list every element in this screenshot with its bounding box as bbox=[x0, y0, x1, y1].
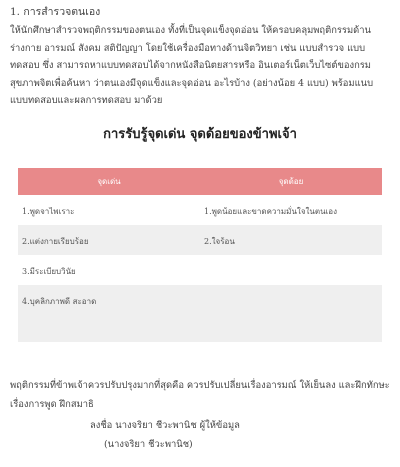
intro-paragraph: ให้นักศึกษาสำรวจพฤติกรรมของตนเอง ทั้งที่เป็นจุดแข็งจุดอ่อน ให้ครอบคลุมพฤติกรรมด้านร่างกาย อารมณ์ สังคม สติปัญญา โดยใช้เครื่องมือทางด้านจิตวิทยา เช่น แบบสำรวจ แบบทดสอบ ซึ่ง สามารถหาแบบทดสอบได้จากหนังสือนิตยสารหรือ อินเตอร์เน็ตเว็บไซต์ของกรมสุขภาพจิตเพื่อค้นหา ว่าตนเองมีจุดแข็งและจุดอ่อน อะไรบ้าง (อย่างน้อย 4 แบบ) พร้อมแนบแบบทดสอบและผลการทดสอบ มาด้วย bbox=[10, 25, 374, 106]
strengths-weaknesses-table bbox=[18, 168, 382, 351]
section-heading: 1. การสำรวจตนเอง bbox=[10, 6, 101, 18]
strength-cell: 2.แต่งกายเรียบร้อย bbox=[18, 225, 200, 255]
strength-cell: 3.มีระเบียบวินัย bbox=[18, 255, 200, 285]
weakness-cell bbox=[200, 285, 382, 342]
table-row bbox=[18, 255, 382, 285]
signature-name: (นางจริยา ชีวะพานิช) bbox=[104, 439, 193, 450]
strength-cell: 4.บุคลิกภาพดี สะอาด bbox=[18, 285, 200, 342]
header-strengths: จุดเด่น bbox=[18, 168, 200, 195]
table-header-row bbox=[18, 168, 382, 195]
conclusion-paragraph: พฤติกรรมที่ข้าพเจ้าควรปรับปรุงมากที่สุดคือ ควรปรับเปลี่ยนเรื่องอารมณ์ ให้เย็นลง และฝึกทักษะเรื่องการพูด ฝึกสมาธิ bbox=[10, 380, 390, 410]
signature-line: ลงชื่อ นางจริยา ชีวะพานิช ผู้ให้ข้อมูล bbox=[90, 420, 240, 431]
strength-cell: 1.พูดจาไพเราะ bbox=[18, 195, 200, 225]
table-row bbox=[18, 342, 382, 351]
header-weaknesses: จุดด้อย bbox=[200, 168, 382, 195]
weakness-cell bbox=[200, 255, 382, 285]
strength-cell bbox=[18, 342, 200, 351]
table-row bbox=[18, 285, 382, 342]
table-row bbox=[18, 225, 382, 255]
weakness-cell: 2.ใจร้อน bbox=[200, 225, 382, 255]
table-title: การรับรู้จุดเด่น จุดด้อยของข้าพเจ้า bbox=[103, 127, 297, 142]
weakness-cell: 1.พูดน้อยและขาดความมั่นใจในตนเอง bbox=[200, 195, 382, 225]
table-row bbox=[18, 195, 382, 225]
weakness-cell bbox=[200, 342, 382, 351]
